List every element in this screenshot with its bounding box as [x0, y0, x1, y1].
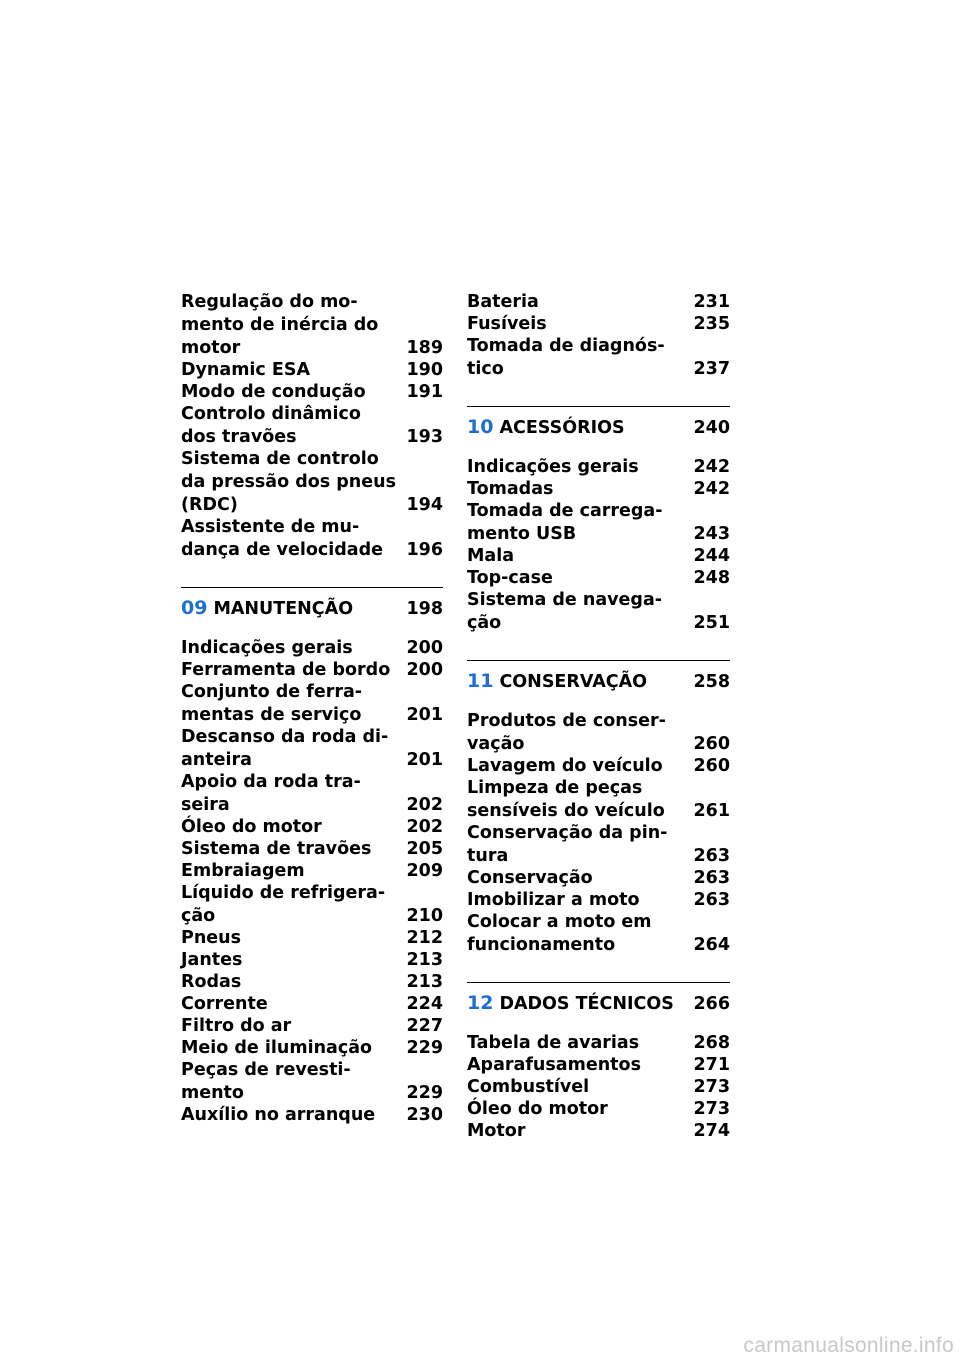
toc-entry-title: Limpeza de peças [467, 778, 643, 798]
toc-entry-page: 202 [406, 817, 443, 837]
toc-entry-title: Tabela de avarias [467, 1033, 640, 1053]
toc-entry-title: Conservação da pin- [467, 823, 668, 843]
toc-entry-page: 248 [693, 568, 730, 588]
toc-entry[interactable] [181, 516, 443, 561]
toc-entry[interactable] [467, 1120, 730, 1142]
toc-entry[interactable] [467, 889, 730, 911]
toc-entry-page: 213 [406, 950, 443, 970]
toc-entry[interactable] [181, 816, 443, 838]
toc-entry-title: Sistema de navega- [467, 590, 663, 610]
toc-section-header[interactable] [467, 982, 730, 1015]
toc-entry[interactable] [467, 710, 730, 755]
toc-entry-page: 273 [693, 1077, 730, 1097]
section-page: 198 [406, 599, 443, 619]
toc-entry-title: Meio de iluminação [181, 1038, 373, 1058]
toc-entry[interactable] [467, 313, 730, 335]
toc-entry-page: 202 [406, 795, 443, 815]
toc-entry-page: 224 [406, 994, 443, 1014]
toc-entry[interactable] [467, 500, 730, 545]
toc-entry-title: ção [181, 906, 216, 926]
toc-entry-title: anteira [181, 750, 252, 770]
toc-entry-title: sensíveis do veículo [467, 801, 665, 821]
toc-entry-page: 274 [693, 1121, 730, 1141]
toc-entry-title: Sistema de travões [181, 839, 372, 859]
toc-entry-page: 242 [693, 479, 730, 499]
toc-entry-title: mento [181, 1083, 244, 1103]
toc-entry-page: 213 [406, 972, 443, 992]
toc-entry-page: 237 [693, 359, 730, 379]
toc-entry-title: mento USB [467, 524, 577, 544]
toc-entry[interactable] [467, 1054, 730, 1076]
toc-entry-page: 201 [406, 705, 443, 725]
toc-entry-title: Aparafusamentos [467, 1055, 641, 1075]
toc-entry-title: Tomadas [467, 479, 554, 499]
toc-column-right [467, 291, 730, 1142]
toc-entry-title: Conjunto de ferra- [181, 682, 363, 702]
toc-entry[interactable] [181, 403, 443, 448]
toc-entry-page: 260 [693, 756, 730, 776]
toc-entry-page: 242 [693, 457, 730, 477]
toc-entry-title: Indicações gerais [467, 457, 639, 477]
toc-column-left [181, 291, 443, 1126]
toc-entry-title: Controlo dinâmico [181, 404, 361, 424]
toc-entry-page: 251 [693, 613, 730, 633]
toc-entry-title: Mala [467, 546, 515, 566]
toc-entry-title: vação [467, 734, 525, 754]
toc-entry-title: Óleo do motor [467, 1099, 608, 1119]
toc-entry-title: dos travões [181, 427, 297, 447]
toc-entry-page: 189 [406, 338, 443, 358]
toc-entry-title: Indicações gerais [181, 638, 353, 658]
toc-entry-page: 194 [406, 495, 443, 515]
section-page: 266 [693, 994, 730, 1014]
section-number: 11 [467, 670, 494, 692]
toc-entry-title: mento de inércia do [181, 315, 379, 335]
toc-entry-title: Modo de condução [181, 382, 366, 402]
toc-entry-page: 200 [406, 638, 443, 658]
toc-section-header[interactable] [181, 587, 443, 620]
toc-entry-title: Imobilizar a moto [467, 890, 640, 910]
toc-entry-page: 271 [693, 1055, 730, 1075]
toc-entry-title: Corrente [181, 994, 268, 1014]
toc-entry-title: Líquido de refrigera- [181, 883, 386, 903]
toc-entry[interactable] [181, 949, 443, 971]
toc-entry-title: Tomada de diagnós- [467, 336, 665, 356]
toc-entry-page: 235 [693, 314, 730, 334]
toc-entry-title: Descanso da roda di- [181, 727, 389, 747]
toc-entry-page: 210 [406, 906, 443, 926]
toc-entry-page: 191 [406, 382, 443, 402]
toc-entry-page: 230 [406, 1105, 443, 1125]
toc-entry-title: Conservação [467, 868, 593, 888]
toc-entry[interactable] [467, 1098, 730, 1120]
toc-entry-title: Rodas [181, 972, 242, 992]
toc-entry[interactable] [181, 659, 443, 681]
toc-entry-title: Bateria [467, 292, 539, 312]
toc-entry-title: (RDC) [181, 495, 238, 515]
toc-entry[interactable] [467, 867, 730, 889]
section-title: DADOS TÉCNICOS [499, 994, 674, 1014]
toc-entry[interactable] [181, 927, 443, 949]
toc-entry-page: 212 [406, 928, 443, 948]
toc-entry-page: 273 [693, 1099, 730, 1119]
toc-entry-title: Tomada de carrega- [467, 501, 663, 521]
footer-watermark: carmanualsonline.info [743, 1334, 954, 1357]
toc-entry-page: 260 [693, 734, 730, 754]
section-page: 258 [693, 672, 730, 692]
toc-entry[interactable] [181, 359, 443, 381]
toc-entry-title: Pneus [181, 928, 242, 948]
toc-entry-page: 229 [406, 1038, 443, 1058]
toc-entry[interactable] [467, 1032, 730, 1054]
toc-entry-title: ção [467, 613, 502, 633]
toc-entry-page: 190 [406, 360, 443, 380]
toc-entry-page: 200 [406, 660, 443, 680]
toc-entry[interactable] [181, 860, 443, 882]
toc-entry-page: 193 [406, 427, 443, 447]
toc-entry-page: 231 [693, 292, 730, 312]
toc-entry-title: mentas de serviço [181, 705, 362, 725]
toc-entry-title: Top-case [467, 568, 553, 588]
toc-entry-title: Auxílio no arranque [181, 1105, 376, 1125]
toc-entry-title: Filtro do ar [181, 1016, 292, 1036]
toc-entry-title: tura [467, 846, 509, 866]
toc-entry-title: Peças de revesti- [181, 1060, 351, 1080]
toc-entry[interactable] [181, 448, 443, 516]
toc-entry[interactable] [181, 971, 443, 993]
toc-entry-title: Jantes [181, 950, 243, 970]
toc-entry-title: motor [181, 338, 241, 358]
toc-entry-title: Regulação do mo- [181, 292, 358, 312]
toc-entry[interactable] [467, 456, 730, 478]
toc-entry[interactable] [467, 589, 730, 634]
toc-entry-page: 196 [406, 540, 443, 560]
toc-entry[interactable] [467, 335, 730, 380]
toc-entry-title: da pressão dos pneus [181, 472, 396, 492]
section-title: CONSERVAÇÃO [499, 672, 648, 692]
toc-entry-title: Ferramenta de bordo [181, 660, 391, 680]
toc-entry-title: Motor [467, 1121, 526, 1141]
toc-entry[interactable] [181, 882, 443, 927]
toc-entry[interactable] [467, 777, 730, 822]
toc-section-header[interactable] [467, 406, 730, 439]
toc-entry-title: Colocar a moto em [467, 912, 652, 932]
toc-entry-title: Dynamic ESA [181, 360, 311, 380]
toc-entry-title: seira [181, 795, 230, 815]
toc-entry[interactable] [467, 478, 730, 500]
section-title: MANUTENÇÃO [213, 599, 354, 619]
toc-entry-title: funcionamento [467, 935, 616, 955]
toc-entry-page: 243 [693, 524, 730, 544]
section-page: 240 [693, 418, 730, 438]
toc-entry-title: Produtos de conser- [467, 711, 666, 731]
toc-entry[interactable] [181, 1104, 443, 1126]
toc-entry[interactable] [467, 911, 730, 956]
section-number: 12 [467, 992, 494, 1014]
toc-entry-title: Combustível [467, 1077, 590, 1097]
toc-entry[interactable] [181, 1037, 443, 1059]
section-number: 10 [467, 416, 494, 438]
toc-entry[interactable] [181, 637, 443, 659]
toc-entry-page: 264 [693, 935, 730, 955]
toc-entry[interactable] [181, 381, 443, 403]
toc-entry[interactable] [181, 771, 443, 816]
toc-entry-page: 263 [693, 868, 730, 888]
toc-entry-title: Embraiagem [181, 861, 305, 881]
toc-entry-page: 263 [693, 846, 730, 866]
toc-entry-page: 229 [406, 1083, 443, 1103]
toc-entry[interactable] [181, 993, 443, 1015]
toc-entry-page: 261 [693, 801, 730, 821]
toc-entry-page: 201 [406, 750, 443, 770]
toc-entry-page: 209 [406, 861, 443, 881]
toc-entry[interactable] [467, 822, 730, 867]
toc-entry[interactable] [467, 567, 730, 589]
toc-entry-page: 263 [693, 890, 730, 910]
toc-entry[interactable] [467, 291, 730, 313]
toc-entry[interactable] [467, 545, 730, 567]
section-number: 09 [181, 597, 208, 619]
toc-entry-page: 244 [693, 546, 730, 566]
toc-entry[interactable] [467, 755, 730, 777]
section-title: ACESSÓRIOS [499, 418, 625, 438]
toc-entry-page: 205 [406, 839, 443, 859]
toc-entry-title: Lavagem do veículo [467, 756, 663, 776]
toc-entry-title: tico [467, 359, 504, 379]
toc-entry-title: Fusíveis [467, 314, 547, 334]
toc-entry[interactable] [181, 726, 443, 771]
toc-entry-title: Óleo do motor [181, 817, 322, 837]
toc-entry[interactable] [181, 838, 443, 860]
toc-entry-title: dança de velocidade [181, 540, 383, 560]
toc-entry-title: Apoio da roda tra- [181, 772, 361, 792]
toc-entry-title: Sistema de controlo [181, 449, 379, 469]
toc-entry-title: Assistente de mu- [181, 517, 360, 537]
toc-section-header[interactable] [467, 660, 730, 693]
toc-entry[interactable] [181, 681, 443, 726]
toc-entry-page: 227 [406, 1016, 443, 1036]
toc-entry[interactable] [467, 1076, 730, 1098]
toc-entry[interactable] [181, 291, 443, 359]
toc-entry[interactable] [181, 1059, 443, 1104]
toc-entry[interactable] [181, 1015, 443, 1037]
toc-entry-page: 268 [693, 1033, 730, 1053]
